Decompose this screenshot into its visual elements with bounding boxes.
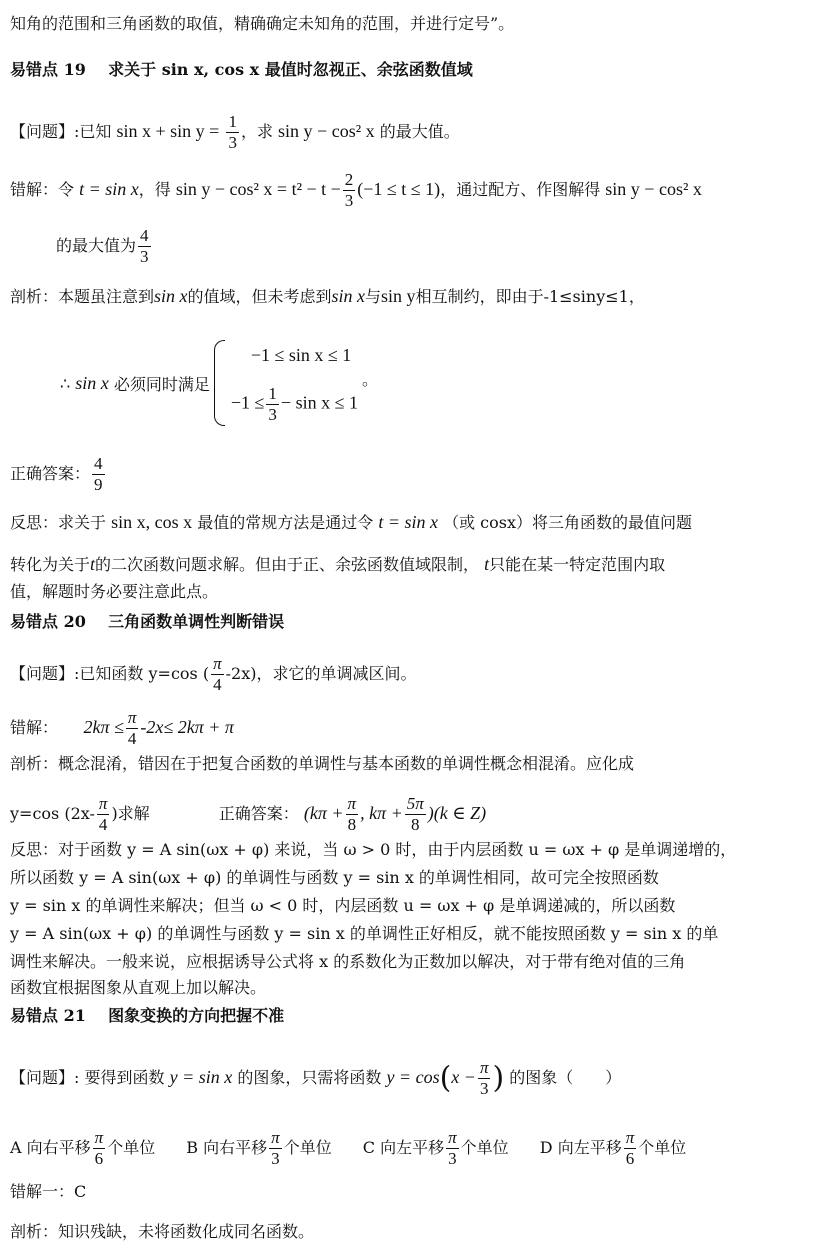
problem-f1: y = sin x bbox=[169, 1067, 233, 1087]
therefore-text: 必须同时满足 bbox=[113, 374, 210, 394]
s19-reflect-3: 值，解题时务必要注意此点。 bbox=[10, 582, 219, 601]
section-20-heading bbox=[10, 610, 804, 634]
s19-reflect-2 bbox=[10, 552, 804, 577]
frac-den: 6 bbox=[625, 1149, 635, 1168]
option-tail: 个单位 bbox=[283, 1138, 332, 1157]
frac-num: 1 bbox=[228, 112, 237, 131]
frac-den: 4 bbox=[213, 675, 222, 694]
section-19-heading bbox=[10, 58, 804, 82]
s20-problem bbox=[10, 654, 804, 695]
frac-num: π bbox=[625, 1128, 635, 1147]
s19-reflect-1 bbox=[10, 510, 804, 535]
wrong-max-pre: 的最大值为 bbox=[56, 236, 137, 255]
option-text: A 向右平移 bbox=[10, 1138, 91, 1157]
option-text: C 向左平移 bbox=[362, 1138, 445, 1157]
problem-post: 的最大值。 bbox=[379, 122, 460, 141]
frac-den: 3 bbox=[140, 247, 149, 266]
problem-label: 【问题】 bbox=[10, 1068, 75, 1087]
problem-pre: : 要得到函数 bbox=[74, 1068, 165, 1087]
system-row-2 bbox=[231, 384, 358, 425]
reflect-pre: 反思：求关于 bbox=[10, 513, 107, 532]
section-20-title: 三角函数单调性判断错误 bbox=[108, 612, 285, 631]
problem-label: 【问题】 bbox=[10, 664, 75, 683]
option-a[interactable] bbox=[10, 1128, 156, 1168]
reflect2-post: 只能在某一特定范围内取 bbox=[489, 555, 666, 574]
s19-analysis bbox=[10, 284, 804, 309]
wrong-expr: sin y − cos² x = t² − t − bbox=[175, 179, 341, 199]
analysis2-pre: y=cos (2x- bbox=[10, 804, 95, 823]
section-19-label: 易错点 19 bbox=[10, 60, 86, 79]
problem-inner: x − bbox=[451, 1067, 476, 1087]
section-19-title: 求关于 sin x, cos x 最值时忽视正、余弦函数值域 bbox=[108, 60, 473, 79]
wrong-expr2: sin y − cos² x bbox=[605, 179, 702, 199]
frac-num: 5π bbox=[406, 794, 424, 813]
fraction bbox=[269, 1128, 282, 1169]
frac-num: π bbox=[347, 794, 357, 813]
s19-wrong-max bbox=[56, 226, 804, 267]
analysis-sinx2: sin x bbox=[331, 286, 366, 306]
s19-problem bbox=[10, 112, 804, 153]
option-d[interactable] bbox=[539, 1128, 687, 1168]
frac-den: 3 bbox=[228, 133, 237, 152]
fraction bbox=[211, 654, 224, 695]
reflect2-t2: t bbox=[484, 554, 490, 574]
frac-den: 3 bbox=[448, 1149, 457, 1168]
frac-den: 4 bbox=[127, 729, 137, 748]
reflect2-mid: 的二次函数问题求解。但由于正、余弦函数值域限制， bbox=[95, 555, 480, 574]
analysis-mid: 的值域，但未考虑到 bbox=[187, 287, 332, 306]
s20-reflect-6: 函数宜根据图象从直观上加以解决。 bbox=[10, 978, 267, 997]
reflect-mid: 最值的常规方法是通过令 bbox=[197, 513, 374, 532]
problem-pre: :已知 bbox=[74, 122, 112, 141]
wrong-range: (−1 ≤ t ≤ 1) bbox=[357, 179, 441, 199]
frac-num: π bbox=[213, 654, 222, 673]
problem-equation: sin x + sin y = bbox=[116, 121, 220, 141]
option-c[interactable] bbox=[362, 1128, 509, 1168]
frac-num: π bbox=[448, 1128, 457, 1147]
fraction bbox=[343, 170, 356, 211]
reflect2-pre: 转化为关于 bbox=[10, 555, 91, 574]
answer-pre: (kπ + bbox=[303, 803, 344, 823]
analysis-pre: 剖析：本题虽注意到 bbox=[10, 287, 155, 306]
problem-f2: y = cos bbox=[386, 1067, 440, 1087]
frac-num: π bbox=[479, 1058, 489, 1077]
frac-den: 3 bbox=[268, 405, 277, 424]
reflect-expr: sin x, cos x bbox=[111, 512, 193, 532]
fraction bbox=[624, 1128, 637, 1169]
wrong-expr-pre: 2kπ ≤ bbox=[83, 717, 124, 737]
problem-label: 【问题】 bbox=[10, 122, 75, 141]
s20-analysis-2 bbox=[10, 794, 804, 835]
section-21-heading bbox=[10, 1004, 804, 1028]
answer-label: 正确答案： bbox=[218, 804, 299, 823]
fraction bbox=[138, 226, 151, 267]
wrong-mid: ，得 bbox=[138, 180, 171, 199]
frac-den: 4 bbox=[98, 815, 108, 834]
s20-reflect-1: 反思：对于函数 y = A sin(ωx + φ) 来说，当 ω > 0 时，由于内层函数 u = ωx + φ 是单调递增的， bbox=[10, 840, 737, 859]
therefore-sinx: sin x bbox=[75, 372, 109, 393]
s19-answer bbox=[10, 454, 804, 495]
analysis-post: 相互制约，即由于-1≤siny≤1， bbox=[415, 287, 645, 306]
row2-pre: −1 ≤ bbox=[230, 392, 265, 413]
analysis-siny: sin y bbox=[381, 286, 416, 306]
s21-problem bbox=[10, 1058, 804, 1099]
s20-reflect-4: y = A sin(ωx + φ) 的单调性与函数 y = sin x 的单调性正好相反，就不能按照函数 y = sin x 的单 bbox=[10, 924, 719, 943]
frac-den: 9 bbox=[94, 475, 103, 494]
analysis-sinx: sin x bbox=[154, 286, 188, 306]
frac-num: 1 bbox=[268, 384, 277, 403]
fraction bbox=[266, 384, 279, 425]
s19-system bbox=[60, 338, 378, 428]
frac-num: π bbox=[271, 1128, 280, 1147]
s20-analysis-1: 剖析：概念混淆，错因在于把复合函数的单调性与基本函数的单调性概念相混淆。应化成 bbox=[10, 754, 635, 773]
wrong-label: 错解： bbox=[10, 718, 59, 737]
frac-num: π bbox=[98, 794, 108, 813]
wrong-expr-post: -2x≤ 2kπ + π bbox=[140, 717, 234, 737]
s19-wrong-solution bbox=[10, 170, 804, 211]
t-definition: t = sin x bbox=[79, 179, 139, 199]
section-21-title: 图象变换的方向把握不准 bbox=[108, 1006, 285, 1025]
s20-reflect-2: 所以函数 y = A sin(ωx + φ) 的单调性与函数 y = sin x 的单调性相同，故可完全按照函数 bbox=[10, 868, 659, 887]
fraction bbox=[97, 794, 110, 835]
fraction bbox=[93, 1128, 106, 1169]
section-20-label: 易错点 20 bbox=[10, 612, 86, 631]
frac-num: 4 bbox=[140, 226, 149, 245]
s20-reflect-5: 调性来解决。一般来说，应根据诱导公式将 x 的系数化为正数加以解决，对于带有绝对值的三角 bbox=[10, 952, 686, 971]
answer-label: 正确答案： bbox=[10, 464, 91, 483]
s21-wrong-1: 错解一：C bbox=[10, 1182, 87, 1201]
fraction bbox=[405, 794, 426, 835]
system-end: 。 bbox=[361, 369, 378, 389]
frac-den: 3 bbox=[271, 1149, 280, 1168]
row2-post: − sin x ≤ 1 bbox=[280, 392, 358, 413]
fraction bbox=[446, 1128, 459, 1169]
reflect-post: （或 cosx）将三角函数的最值问题 bbox=[443, 513, 692, 532]
option-tail: 个单位 bbox=[107, 1138, 156, 1157]
s20-reflect-3: y = sin x 的单调性来解决；但当 ω < 0 时，内层函数 u = ωx + φ 是单调递减的，所以函数 bbox=[10, 896, 676, 915]
frac-den: 3 bbox=[344, 191, 354, 210]
option-tail: 个单位 bbox=[460, 1138, 509, 1157]
option-text: D 向左平移 bbox=[539, 1138, 622, 1157]
system-row-1: −1 ≤ sin x ≤ 1 bbox=[250, 345, 352, 365]
answer-post: )(k ∈ Z) bbox=[427, 803, 487, 823]
section-21-label: 易错点 21 bbox=[10, 1006, 86, 1025]
answer-mid: , kπ + bbox=[360, 803, 403, 823]
frac-num: 2 bbox=[344, 170, 354, 189]
frac-den: 8 bbox=[347, 815, 357, 834]
paren-open: ( bbox=[439, 1060, 452, 1096]
s21-options bbox=[10, 1128, 804, 1169]
problem-expr: sin y − cos² x bbox=[278, 121, 375, 141]
analysis2-post: )求解 bbox=[111, 804, 150, 823]
problem-mid: ，求 bbox=[240, 122, 273, 141]
frac-num: π bbox=[94, 1128, 104, 1147]
s20-wrong-solution bbox=[10, 708, 804, 749]
frac-den: 3 bbox=[479, 1079, 489, 1098]
system-rows bbox=[231, 341, 358, 425]
frac-den: 8 bbox=[411, 815, 420, 834]
frac-num: π bbox=[127, 708, 137, 727]
s21-analysis: 剖析：知识残缺，未将函数化成同名函数。 bbox=[10, 1222, 315, 1241]
fraction bbox=[478, 1058, 491, 1099]
problem-mid: 的图象，只需将函数 bbox=[237, 1068, 382, 1087]
option-text: B 向右平移 bbox=[186, 1138, 268, 1157]
fraction bbox=[346, 794, 359, 835]
fraction bbox=[92, 454, 105, 495]
wrong-post: ，通过配方、作图解得 bbox=[440, 180, 601, 199]
problem-post: -2x)，求它的单调减区间。 bbox=[225, 664, 417, 683]
problem-pre: :已知函数 y=cos ( bbox=[74, 664, 210, 683]
frac-den: 6 bbox=[94, 1149, 104, 1168]
option-b[interactable] bbox=[186, 1128, 332, 1168]
wrong-pre: 错解：令 bbox=[10, 180, 75, 199]
therefore-symbol: ∴ bbox=[60, 373, 71, 393]
fraction bbox=[126, 708, 139, 749]
analysis-mid2: 与 bbox=[365, 287, 382, 306]
system-brace bbox=[214, 340, 225, 426]
option-tail: 个单位 bbox=[638, 1138, 687, 1157]
frac-num: 4 bbox=[94, 454, 103, 473]
intro-line: 知角的范围和三角函数的取值，精确确定未知角的范围，并进行定号”。 bbox=[10, 14, 515, 33]
reflect-t: t = sin x bbox=[378, 512, 438, 532]
fraction bbox=[226, 112, 239, 153]
paren-close: ) bbox=[492, 1060, 505, 1096]
problem-post: 的图象（ ） bbox=[509, 1068, 622, 1087]
reflect2-t: t bbox=[90, 554, 96, 574]
